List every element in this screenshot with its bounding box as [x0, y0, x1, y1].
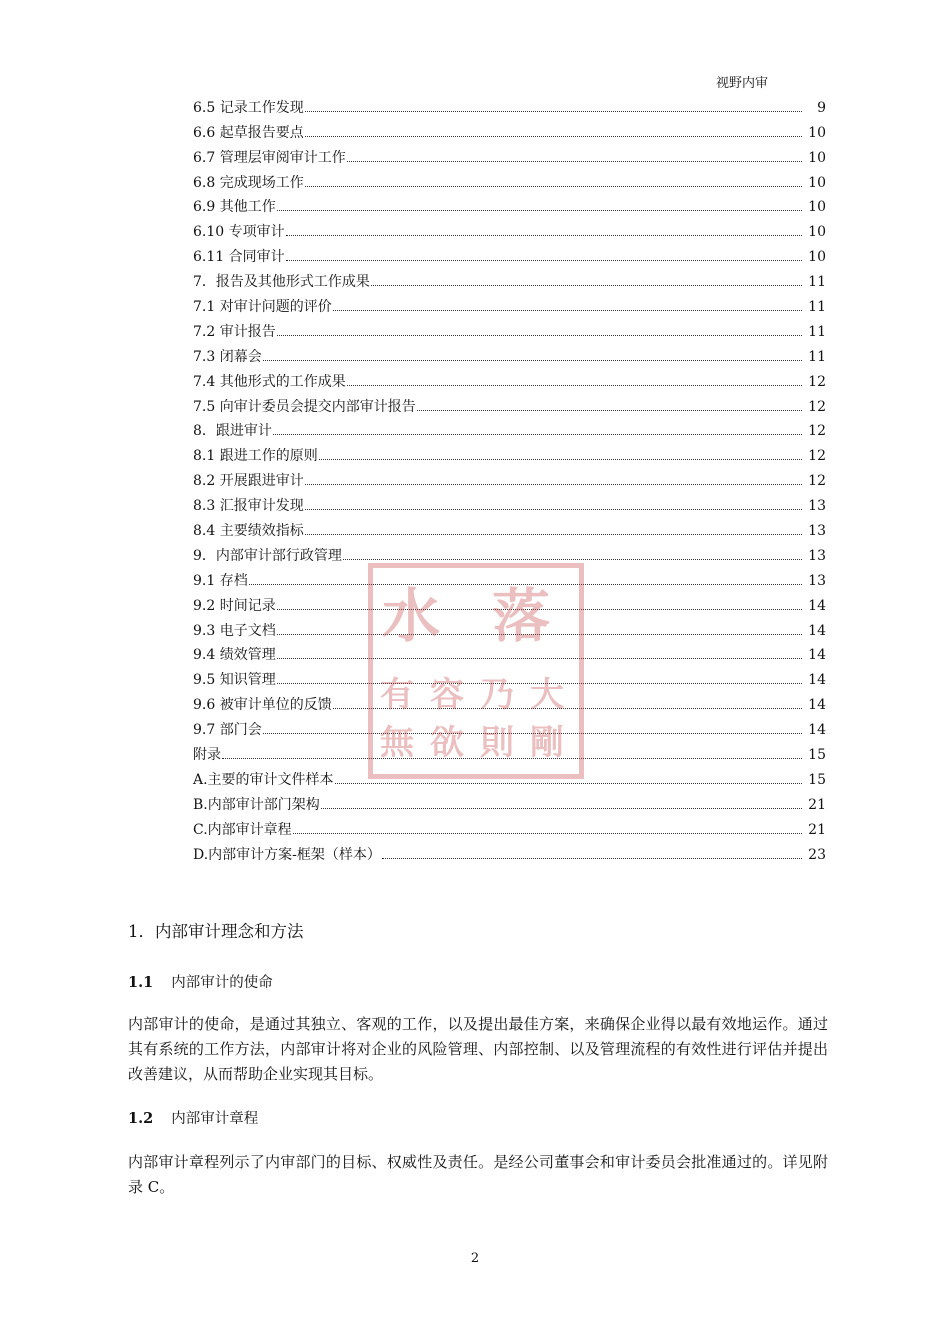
toc-entry[interactable]: [193, 341, 826, 366]
toc-entry-label: 9.5 知识管理: [193, 672, 276, 689]
seal-char: 落: [492, 582, 551, 650]
section-1-2-heading: [128, 1107, 258, 1128]
section-1-2-title: 内部审计章程: [171, 1111, 259, 1127]
toc-dot-leader: [305, 186, 802, 187]
toc-entry-label: 7．报告及其他形式工作成果: [193, 274, 370, 291]
toc-dot-leader: [319, 459, 802, 460]
toc-dot-leader: [222, 758, 802, 759]
toc-entry-page: 23: [808, 846, 826, 863]
toc-entry-page: 12: [808, 473, 826, 490]
toc-entry-page: 15: [808, 771, 826, 788]
toc-entry-page: 14: [808, 647, 826, 664]
toc-entry-page: 11: [808, 348, 826, 365]
toc-entry[interactable]: [193, 764, 826, 789]
seal-char: 無: [380, 723, 414, 763]
mission-paragraph: 内部审计的使命，是通过其独立、客观的工作，以及提出最佳方案，来确保企业得以最有效地运作。通过其有系统的工作方法，内部审计将对企业的风险管理、内部控制、以及管理流程的有效性进行评估并提出改善建议，从而帮助企业实现其目标。: [128, 1015, 828, 1083]
toc-dot-leader: [343, 559, 802, 560]
toc-entry-label: 6.10 专项审计: [193, 224, 285, 241]
toc-entry[interactable]: [193, 291, 826, 316]
header-label: 视野内审: [716, 76, 769, 91]
toc-entry[interactable]: [193, 839, 826, 864]
toc-entry[interactable]: [193, 167, 826, 192]
toc-entry[interactable]: [193, 465, 826, 490]
seal-char: 水: [382, 582, 441, 650]
toc-entry[interactable]: [193, 192, 826, 217]
toc-entry-page: 10: [808, 199, 826, 216]
toc-dot-leader: [347, 385, 802, 386]
toc-dot-leader: [305, 509, 802, 510]
toc-entry-label: 7.5 向审计委员会提交内部审计报告: [193, 398, 416, 415]
toc-entry[interactable]: [193, 142, 826, 167]
toc-entry[interactable]: [193, 366, 826, 391]
toc-entry-label: 8.4 主要绩效指标: [193, 523, 304, 540]
toc-entry-label: 7.3 闭幕会: [193, 348, 262, 365]
toc-entry-label: 9.6 被审计单位的反馈: [193, 697, 332, 714]
seal-char: 容: [430, 675, 464, 715]
toc-entry-page: 12: [808, 448, 826, 465]
toc-entry-label: 6.6 起草报告要点: [193, 124, 304, 141]
toc-entry-label: B.内部审计部门架构: [193, 796, 320, 813]
toc-entry-label: 9.2 时间记录: [193, 597, 276, 614]
toc-entry[interactable]: [193, 391, 826, 416]
toc-entry-label: 附录: [193, 747, 221, 764]
toc-entry[interactable]: [193, 490, 826, 515]
section-1-1-title: 内部审计的使命: [171, 975, 273, 991]
toc-dot-leader: [286, 260, 802, 261]
toc-entry-label: 8.3 汇报审计发现: [193, 498, 304, 515]
toc-entry-label: 6.7 管理层审阅审计工作: [193, 149, 346, 166]
toc-dot-leader: [382, 858, 802, 859]
toc-entry-label: 6.11 合同审计: [193, 249, 285, 266]
toc-dot-leader: [305, 136, 802, 137]
toc-entry-page: 13: [808, 523, 826, 540]
toc-entry-page: 9: [817, 99, 826, 116]
toc-entry[interactable]: [193, 714, 826, 739]
toc-dot-leader: [293, 833, 802, 834]
section-1-1-heading: [128, 971, 273, 992]
toc-dot-leader: [305, 111, 802, 112]
toc-entry-page: 14: [808, 622, 826, 639]
toc-entry[interactable]: [193, 664, 826, 689]
seal-char: 欲: [430, 723, 464, 763]
toc-entry-page: 14: [808, 672, 826, 689]
toc-entry-label: 6.8 完成现场工作: [193, 174, 304, 191]
toc-entry[interactable]: [193, 416, 826, 441]
toc-entry[interactable]: [193, 92, 826, 117]
toc-entry-label: C.内部审计章程: [193, 821, 292, 838]
toc-entry[interactable]: [193, 689, 826, 714]
toc-entry-label: D.内部审计方案-框架（样本）: [193, 846, 381, 863]
toc-entry[interactable]: [193, 266, 826, 291]
toc-entry-page: 10: [808, 249, 826, 266]
seal-char: 有: [380, 675, 414, 715]
charter-paragraph: 内部审计章程列示了内审部门的目标、权威性及责任。是经公司董事会和审计委员会批准通过的。详见附录 C。: [128, 1153, 828, 1196]
toc-dot-leader: [277, 210, 802, 211]
toc-entry-label: 9.4 绩效管理: [193, 647, 276, 664]
toc-dot-leader: [335, 783, 802, 784]
toc-entry-label: 7.2 审计报告: [193, 323, 276, 340]
toc-entry[interactable]: [193, 590, 826, 615]
toc-dot-leader: [321, 808, 802, 809]
toc-entry-label: 7.1 对审计问题的评价: [193, 299, 332, 316]
toc-dot-leader: [333, 708, 802, 709]
toc-entry-page: 21: [808, 821, 826, 838]
toc-entry[interactable]: [193, 640, 826, 665]
toc-entry[interactable]: [193, 515, 826, 540]
toc-entry[interactable]: [193, 565, 826, 590]
toc-entry-page: 12: [808, 373, 826, 390]
table-of-contents: [193, 92, 826, 864]
toc-entry-page: 14: [808, 722, 826, 739]
toc-dot-leader: [249, 584, 802, 585]
toc-dot-leader: [333, 310, 802, 311]
toc-dot-leader: [305, 484, 802, 485]
toc-entry-page: 10: [808, 124, 826, 141]
page-number: 2: [470, 1251, 480, 1266]
toc-entry-page: 11: [808, 323, 826, 340]
toc-dot-leader: [277, 335, 802, 336]
toc-entry[interactable]: [193, 316, 826, 341]
toc-entry-page: 12: [808, 398, 826, 415]
toc-entry-page: 15: [808, 747, 826, 764]
seal-char: 剛: [530, 723, 564, 763]
section-1-1-number: 1.1: [128, 974, 154, 991]
seal-char: 乃: [480, 675, 514, 715]
toc-dot-leader: [263, 733, 802, 734]
toc-entry-page: 11: [808, 274, 826, 291]
toc-entry-page: 12: [808, 423, 826, 440]
toc-entry-page: 10: [808, 224, 826, 241]
seal-char: 大: [530, 675, 564, 715]
toc-entry[interactable]: [193, 440, 826, 465]
toc-entry-label: 8.1 跟进工作的原则: [193, 448, 318, 465]
toc-entry-page: 13: [808, 498, 826, 515]
toc-dot-leader: [371, 285, 802, 286]
toc-entry-label: 8.2 开展跟进审计: [193, 473, 304, 490]
toc-dot-leader: [417, 410, 802, 411]
toc-entry-label: 6.9 其他工作: [193, 199, 276, 216]
toc-entry-page: 11: [808, 299, 826, 316]
toc-dot-leader: [263, 360, 802, 361]
toc-entry-label: A.主要的审计文件样本: [193, 771, 334, 788]
toc-entry[interactable]: [193, 615, 826, 640]
toc-entry[interactable]: [193, 241, 826, 266]
toc-dot-leader: [277, 658, 802, 659]
toc-entry-page: 10: [808, 174, 826, 191]
toc-entry[interactable]: [193, 814, 826, 839]
toc-entry-page: 21: [808, 796, 826, 813]
section-1-2-number: 1.2: [128, 1110, 154, 1127]
toc-entry-page: 14: [808, 597, 826, 614]
toc-entry-page: 14: [808, 697, 826, 714]
toc-entry-label: 9.3 电子文档: [193, 622, 276, 639]
toc-dot-leader: [286, 235, 802, 236]
toc-entry-label: 9.1 存档: [193, 572, 248, 589]
toc-dot-leader: [277, 683, 802, 684]
toc-entry-label: 9．内部审计部行政管理: [193, 547, 342, 564]
toc-entry[interactable]: [193, 739, 826, 764]
toc-dot-leader: [305, 534, 802, 535]
section-1-heading: 1．内部审计理念和方法: [128, 922, 304, 941]
toc-entry-label: 9.7 部门会: [193, 722, 262, 739]
toc-entry-page: 13: [808, 547, 826, 564]
toc-dot-leader: [277, 634, 802, 635]
toc-entry-label: 6.5 记录工作发现: [193, 99, 304, 116]
toc-entry[interactable]: [193, 216, 826, 241]
toc-entry[interactable]: [193, 117, 826, 142]
toc-entry[interactable]: [193, 789, 826, 814]
seal-char: 則: [480, 723, 514, 763]
toc-dot-leader: [277, 609, 802, 610]
toc-entry-page: 10: [808, 149, 826, 166]
toc-entry-page: 13: [808, 572, 826, 589]
toc-dot-leader: [347, 161, 802, 162]
toc-dot-leader: [273, 434, 802, 435]
toc-entry[interactable]: [193, 540, 826, 565]
toc-entry-label: 8．跟进审计: [193, 423, 272, 440]
toc-entry-label: 7.4 其他形式的工作成果: [193, 373, 346, 390]
